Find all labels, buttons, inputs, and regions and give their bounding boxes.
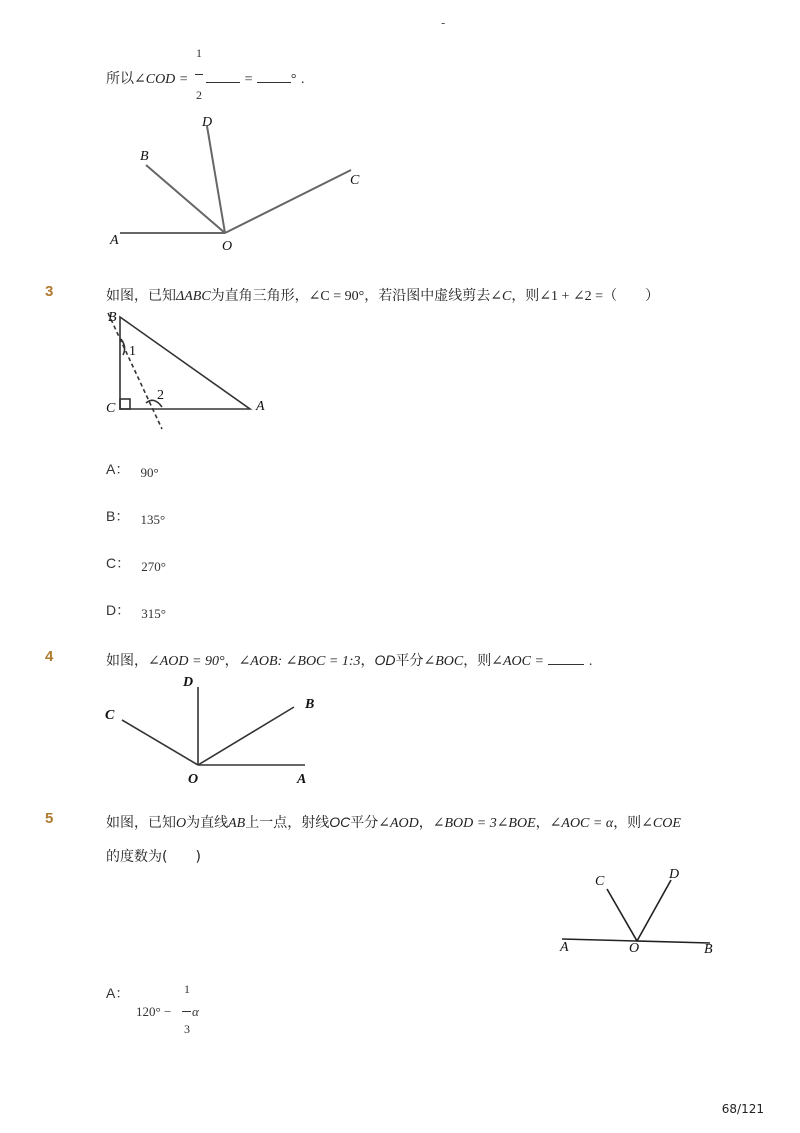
- q5-number: 5: [45, 810, 54, 827]
- q5-option-a-expr-left: 120° −: [136, 1004, 172, 1019]
- q4-sep-1: ，: [224, 653, 239, 669]
- q4-ratio: ∠AOB: ∠BOC = 1:3: [238, 654, 361, 669]
- q3-number: 3: [45, 283, 54, 300]
- q3-option-a[interactable]: [106, 459, 159, 479]
- q3-text-4: ，则: [511, 288, 540, 304]
- q4-figure: [100, 670, 330, 790]
- page-number: 68/121: [721, 1102, 764, 1116]
- label-o: O: [629, 941, 640, 956]
- q5-angle-coe: ∠COE: [641, 816, 681, 831]
- q5-angle-aoc: ∠AOC = α: [549, 816, 614, 831]
- ray-od: [207, 126, 225, 233]
- q3-angle-c: ∠C = 90°: [308, 289, 365, 304]
- q3-text-2: 为直角三角形，: [210, 288, 309, 304]
- q4-sep-2: ，: [360, 653, 375, 669]
- q3-option-b[interactable]: [106, 506, 165, 526]
- q5-ray-oc: OC: [329, 814, 351, 830]
- ray-oc: [607, 889, 637, 941]
- q5-option-a-frac-denominator: 3: [184, 1022, 190, 1036]
- q5-figure: [550, 860, 730, 960]
- q4-number: 4: [45, 648, 54, 665]
- q4-text-2: 平分: [395, 653, 424, 669]
- q3-option-c[interactable]: [106, 553, 166, 573]
- label-d: D: [183, 675, 194, 690]
- ray-ob: [198, 707, 294, 765]
- label-o: O: [188, 772, 199, 787]
- label-angle-2: 2: [157, 388, 164, 403]
- q2-fraction-numerator: 1: [196, 46, 202, 60]
- option-value: 135°: [140, 512, 166, 527]
- label-c: C: [105, 708, 115, 723]
- q5-option-a[interactable]: [106, 983, 129, 1003]
- q2-angle: ∠COD: [134, 72, 176, 87]
- label-b: B: [140, 149, 149, 164]
- q4-answer-blank[interactable]: [548, 652, 584, 665]
- label-d: D: [669, 867, 680, 882]
- q5-stem-line-2: 的度数为( ): [106, 849, 201, 865]
- q3-text-1: 如图，已知: [106, 288, 176, 304]
- q5-option-a-frac-bar: [182, 1011, 191, 1012]
- option-value: 270°: [141, 559, 166, 574]
- q4-text-3: ，则: [463, 653, 492, 669]
- option-value: 315°: [141, 606, 166, 621]
- label-b: B: [108, 310, 117, 325]
- q3-option-d[interactable]: [106, 600, 166, 620]
- right-angle-mark: [120, 399, 130, 409]
- q2-prefix: 所以: [106, 71, 134, 87]
- label-b: B: [305, 697, 315, 712]
- q3-stem: [106, 285, 659, 305]
- q3-figure: [100, 303, 280, 433]
- label-a: A: [110, 233, 119, 248]
- label-b: B: [704, 942, 713, 957]
- label-c: C: [595, 874, 605, 889]
- q5-text-4: 平分: [350, 815, 379, 831]
- cut-line-dashed: [108, 313, 162, 429]
- q3-expression: ∠1 + ∠2 =: [539, 289, 604, 304]
- q5-text-2: 为直线: [186, 815, 229, 831]
- q5-sep-2: ，: [535, 815, 550, 831]
- label-d: D: [202, 115, 213, 130]
- q5-angle-bod: ∠BOD = 3∠BOE: [432, 816, 536, 831]
- q2-figure: [100, 108, 380, 258]
- option-letter: A：: [106, 985, 130, 1001]
- right-triangle: [120, 317, 250, 409]
- q4-stem: [106, 650, 592, 670]
- label-c: C: [106, 401, 116, 416]
- header-mark: -: [441, 16, 446, 30]
- q2-eq1: =: [179, 72, 188, 87]
- q4-end: .: [588, 654, 593, 669]
- q4-text-1: 如图，: [106, 653, 148, 669]
- label-c: C: [350, 173, 360, 188]
- q5-option-a-frac-numerator: 1: [184, 982, 190, 996]
- option-letter: B：: [106, 508, 130, 524]
- option-value: 90°: [140, 465, 159, 480]
- q4-angle-aod: ∠AOD = 90°: [148, 654, 225, 669]
- q4-angle-boc: ∠BOC: [423, 654, 464, 669]
- ray-ob: [146, 165, 225, 233]
- q5-point-o: O: [176, 816, 187, 831]
- q2-unit: °: [290, 72, 297, 87]
- q2-blank-1[interactable]: [206, 70, 240, 83]
- label-a: A: [560, 940, 569, 955]
- q5-text-5: ，则: [613, 815, 642, 831]
- q5-stem-line-1: [106, 812, 681, 832]
- q3-answer-paren[interactable]: （ ）: [603, 288, 660, 304]
- q5-option-a-expr-right: α: [192, 1004, 199, 1019]
- q5-line-ab: AB: [228, 816, 246, 831]
- ray-od: [637, 880, 671, 941]
- q2-conclusion-line: [106, 68, 304, 88]
- q5-text-3: 上一点，射线: [245, 815, 330, 831]
- q3-text-3: ，若沿图中虚线剪去: [364, 288, 491, 304]
- label-o: O: [222, 239, 233, 254]
- q4-od: OD: [374, 652, 396, 668]
- q2-fraction-denominator: 2: [196, 88, 202, 102]
- q5-text-1: 如图，已知: [106, 815, 176, 831]
- q3-angle-c-2: ∠C: [490, 289, 512, 304]
- q2-blank-2[interactable]: [257, 70, 291, 83]
- label-a: A: [297, 772, 307, 787]
- label-angle-1: 1: [129, 344, 136, 359]
- option-letter: A：: [106, 461, 130, 477]
- ray-oc: [122, 720, 198, 765]
- q2-end: .: [300, 72, 305, 87]
- ray-oc: [225, 170, 351, 233]
- q3-triangle: ΔABC: [176, 289, 211, 304]
- q5-angle-aod: ∠AOD: [378, 816, 419, 831]
- option-letter: C：: [106, 555, 131, 571]
- q2-eq2: =: [244, 72, 253, 87]
- option-letter: D：: [106, 602, 131, 618]
- q4-angle-aoc: ∠AOC =: [491, 654, 544, 669]
- q5-sep-1: ，: [418, 815, 433, 831]
- label-a: A: [256, 399, 265, 414]
